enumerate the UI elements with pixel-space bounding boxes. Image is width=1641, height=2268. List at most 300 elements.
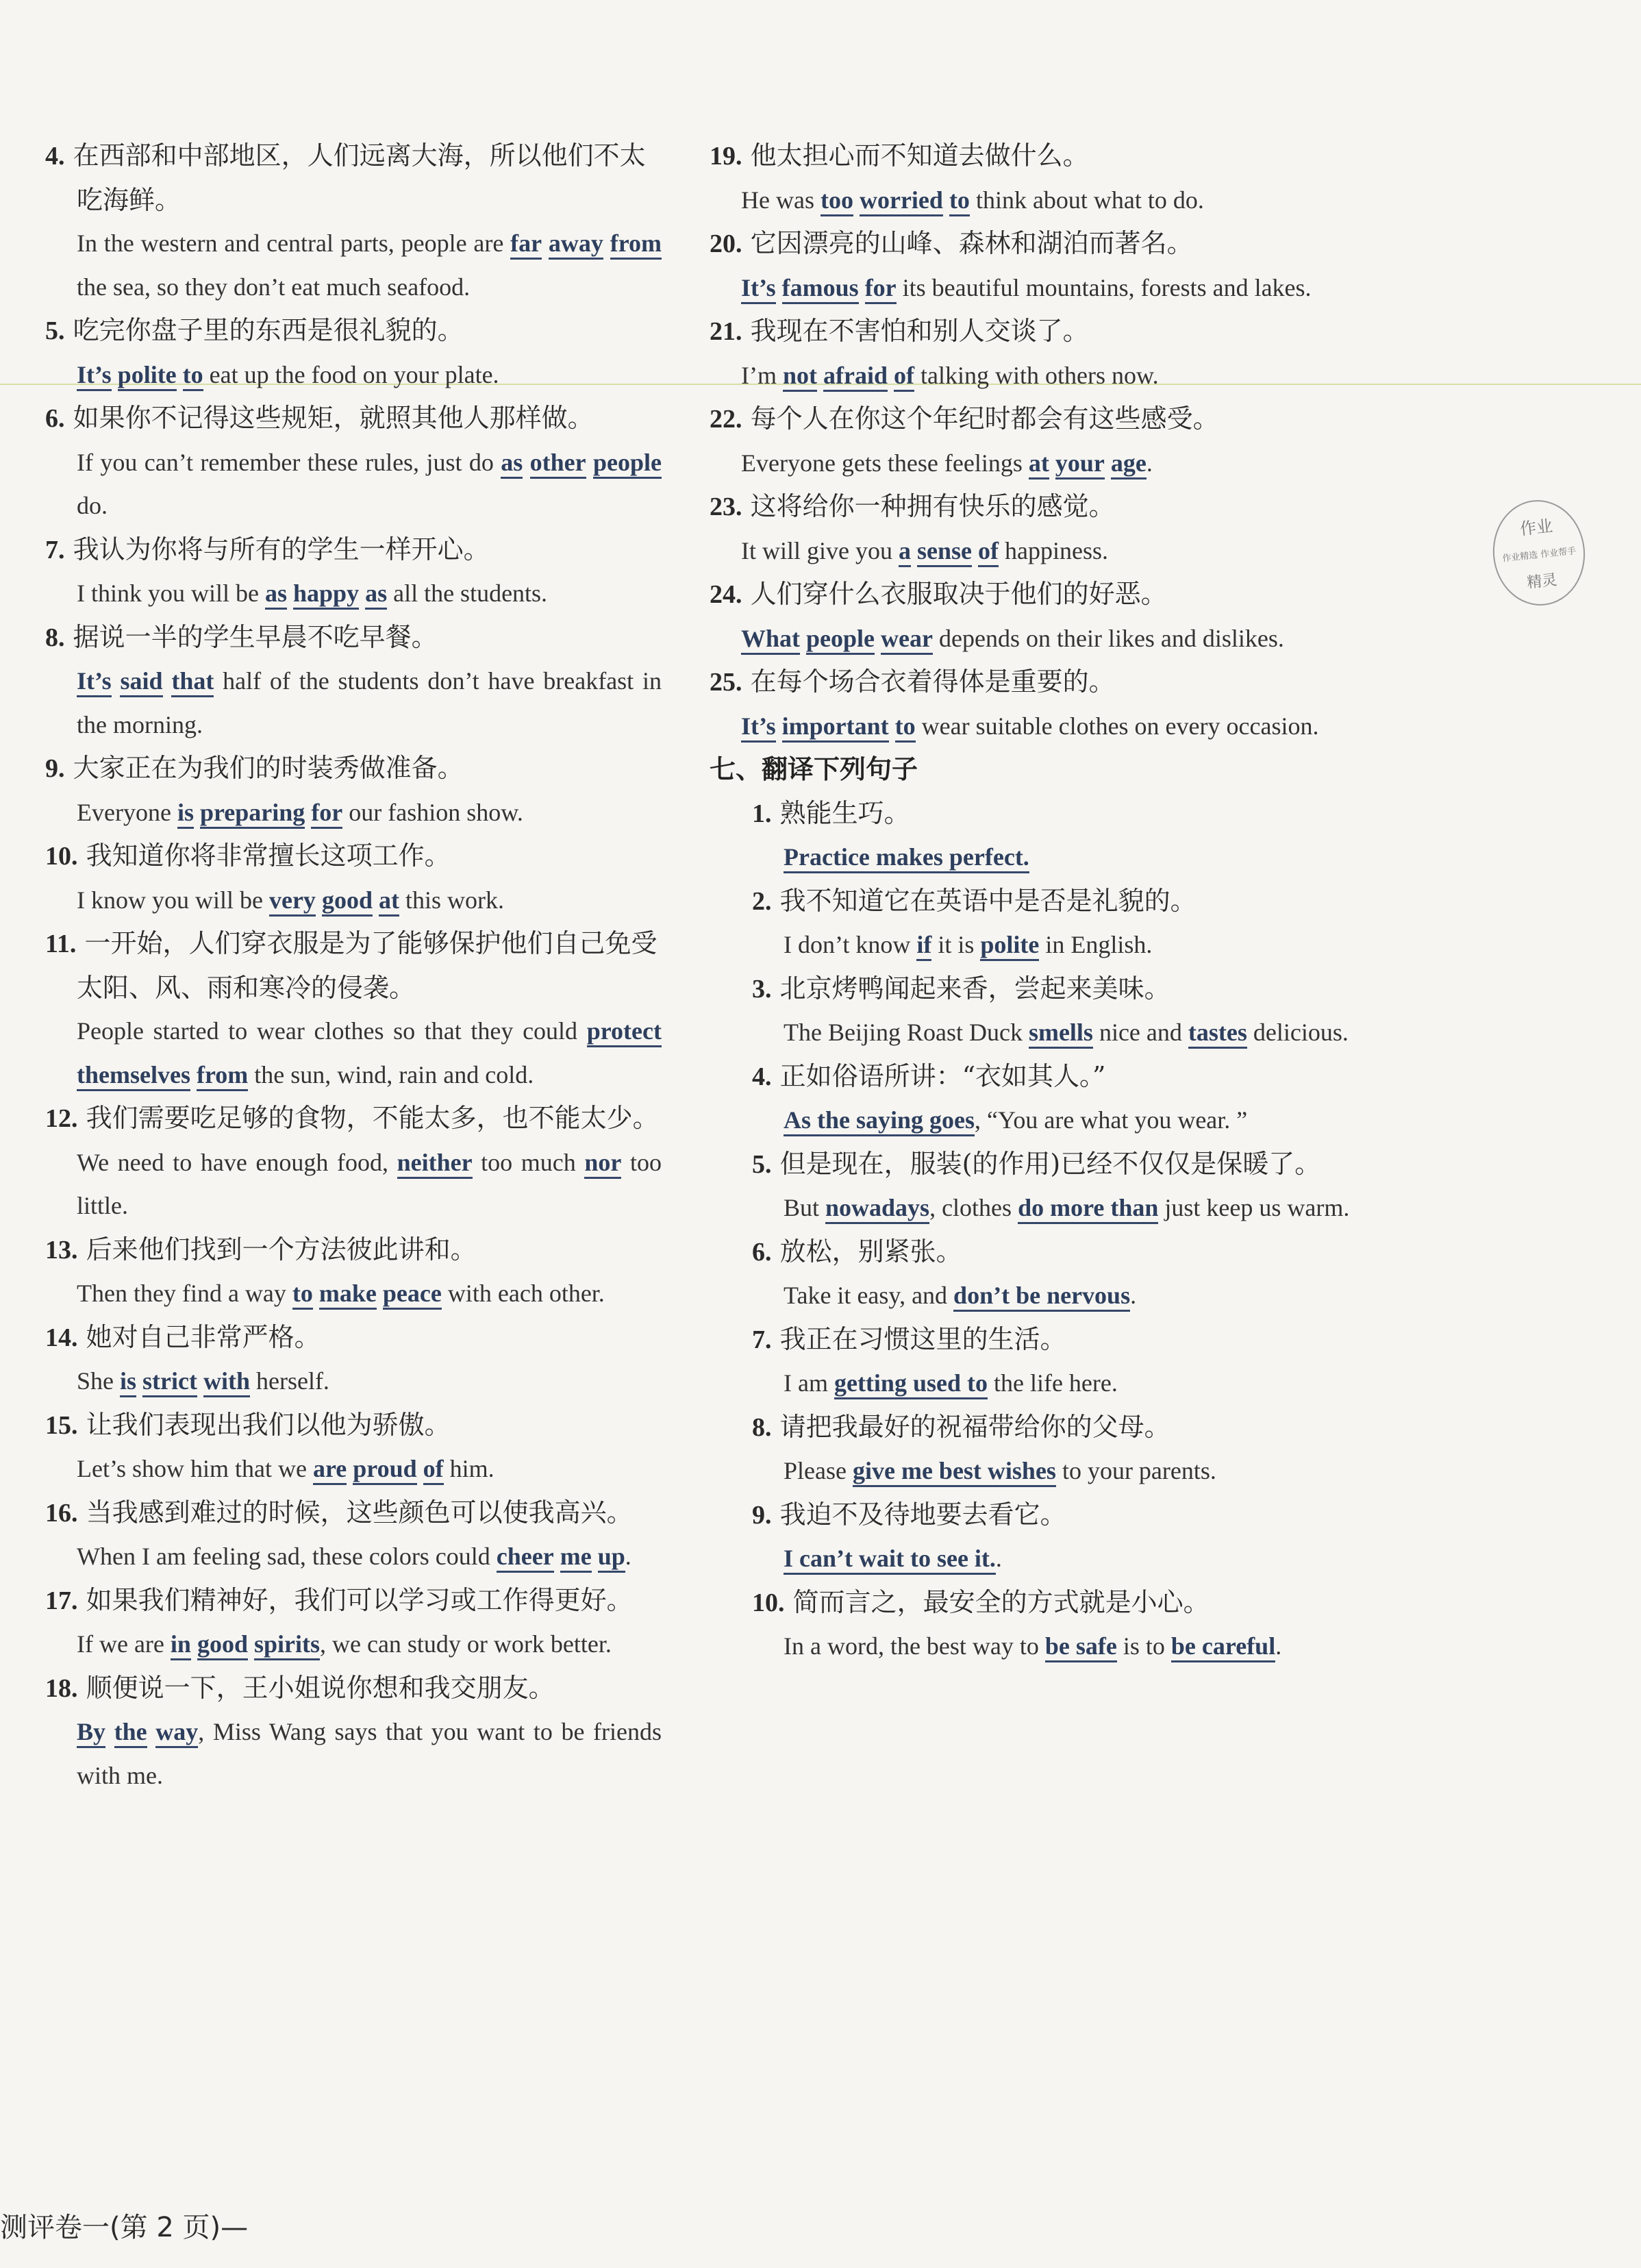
sentence-text: He was [741, 186, 820, 214]
sentence-text: , Miss Wang says that you want to be friends with me. [77, 1718, 662, 1789]
exercise-item [45, 309, 662, 397]
section-heading: 七、翻译下列句子 [710, 754, 918, 784]
sentence-text: delicious. [1247, 1019, 1349, 1046]
english-translation [710, 923, 1367, 967]
sentence-text: in English. [1039, 931, 1153, 958]
item-number: 2. [752, 886, 772, 916]
answer-blank: that [171, 667, 214, 697]
sentence-text [197, 1367, 203, 1395]
sentence-text: all the students. [387, 580, 548, 607]
english-translation [45, 1360, 662, 1404]
answer-blank: It’s [77, 361, 112, 391]
english-translation [710, 1274, 1367, 1318]
sentence-text: nice and [1092, 1019, 1188, 1046]
item-number: 22. [710, 405, 742, 434]
answer-blank: It’s [741, 274, 776, 304]
sentence-text: the life here. [987, 1369, 1118, 1397]
answer-blank: from [610, 229, 662, 260]
english-translation [45, 1010, 662, 1097]
exercise-item [710, 134, 1367, 222]
answer-blank: nor [584, 1149, 621, 1179]
chinese-sentence [45, 1316, 662, 1360]
answer-blank: too [820, 186, 853, 216]
sentence-text: , clothes [929, 1194, 1018, 1221]
sentence-text: just keep us warm. [1158, 1194, 1350, 1221]
answer-blank: It’s [77, 667, 112, 697]
answer-blank: up [598, 1543, 625, 1573]
answer-blank: happy [293, 580, 359, 610]
answer-blank: make [319, 1280, 377, 1310]
sentence-text: the sea, so they don’t eat much seafood. [77, 273, 471, 301]
sentence-text: this work. [399, 886, 504, 914]
answer-blank: don’t be nervous [953, 1282, 1130, 1312]
answer-blank: way [155, 1718, 198, 1748]
english-translation [45, 222, 662, 309]
item-number: 9. [752, 1500, 772, 1530]
item-number: 4. [752, 1062, 772, 1091]
answer-blank: the [114, 1718, 147, 1748]
answer-blank: neither [397, 1149, 473, 1179]
sentence-text: . [1146, 449, 1153, 477]
chinese-sentence [710, 660, 1367, 705]
english-translation [710, 1011, 1367, 1055]
exercise-item [710, 397, 1367, 485]
english-translation [710, 1625, 1367, 1669]
answer-blank: as [365, 580, 387, 610]
english-translation [45, 1272, 662, 1316]
sentence-text [190, 1061, 197, 1088]
answer-blank: to [949, 186, 970, 216]
sentence-text [603, 229, 610, 257]
chinese-sentence [45, 747, 662, 791]
exercise-item [710, 792, 1367, 880]
answer-blank: to [895, 712, 916, 743]
chinese-sentence [710, 1318, 1367, 1362]
sentence-text [542, 229, 549, 257]
answer-blank: to [183, 361, 203, 391]
sentence-text: happiness. [998, 536, 1108, 564]
answer-blank: for [865, 274, 897, 304]
sentence-text: . [995, 1545, 1002, 1572]
answer-blank: are [313, 1455, 347, 1485]
sentence-text [313, 1280, 319, 1307]
item-number: 7. [45, 535, 65, 564]
sentence-text: do. [77, 492, 108, 519]
english-translation [45, 572, 662, 616]
exercise-item [710, 485, 1367, 573]
sentence-text: Then they find a way [77, 1280, 292, 1307]
sentence-text [523, 449, 529, 476]
chinese-sentence [710, 1143, 1367, 1187]
sentence-text [943, 186, 949, 214]
answer-blank: preparing [200, 799, 305, 829]
left-column [45, 134, 662, 1797]
exercise-item [710, 1230, 1367, 1318]
answer-blank: good [197, 1630, 248, 1660]
chinese-text: 熟能生巧。 [779, 797, 910, 828]
answer-blank: of [894, 362, 914, 392]
chinese-text: 顺便说一下，王小姐说你想和我交朋友。 [86, 1672, 555, 1703]
answer-blank: wear [881, 625, 933, 655]
chinese-text: 他太担心而不知道去做什么。 [750, 140, 1089, 171]
sentence-text [136, 1367, 142, 1395]
answer-blank: protect [587, 1017, 662, 1047]
english-translation [45, 1141, 662, 1228]
exercise-item [710, 1055, 1367, 1143]
sentence-text: People started to wear clothes so that they could [77, 1017, 587, 1045]
sentence-text [888, 362, 894, 389]
sentence-text: talking with others now. [914, 361, 1159, 389]
sentence-text: I’m [741, 361, 783, 389]
chinese-sentence [710, 792, 1367, 836]
sentence-text [194, 799, 200, 826]
chinese-text: 每个人在你这个年纪时都会有这些感受。 [750, 403, 1219, 434]
item-number: 12. [45, 1104, 78, 1133]
item-number: 23. [710, 493, 742, 521]
exercise-item [710, 967, 1367, 1055]
english-translation [710, 617, 1367, 661]
exercise-item [710, 880, 1367, 967]
sentence-text: In a word, the best way to [784, 1632, 1045, 1660]
chinese-text: 我们需要吃足够的食物，不能太多，也不能太少。 [86, 1103, 659, 1133]
chinese-text: 我认为你将与所有的学生一样开心。 [73, 534, 490, 564]
sentence-text [112, 667, 121, 695]
chinese-text: 当我感到难过的时候，这些颜色可以使我高兴。 [86, 1497, 633, 1528]
chinese-text: 一开始，人们穿衣服是为了能够保护他们自己免受太阳、风、雨和寒冷的侵袭。 [77, 928, 657, 1003]
chinese-sentence [710, 1493, 1367, 1538]
answer-blank: a [899, 537, 911, 567]
english-translation [45, 879, 662, 923]
sentence-text: Everyone gets these feelings [741, 449, 1029, 477]
answer-blank: proud [353, 1455, 416, 1485]
answer-blank: strict [142, 1367, 197, 1397]
sentence-text [817, 362, 823, 389]
exercise-item [45, 616, 662, 747]
exercise-item [45, 747, 662, 834]
english-translation [710, 705, 1367, 749]
chinese-text: 北京烤鸭闻起来香，尝起来美味。 [779, 973, 1170, 1004]
english-translation [710, 1362, 1367, 1406]
item-number: 7. [752, 1325, 772, 1354]
stamp-seal [1488, 495, 1590, 610]
exercise-item [710, 573, 1367, 660]
answer-blank: if [916, 931, 931, 961]
item-number: 6. [752, 1237, 772, 1267]
sentence-text [1049, 449, 1055, 477]
chinese-sentence [710, 485, 1367, 529]
sentence-text [373, 886, 379, 914]
chinese-sentence [710, 397, 1367, 442]
exercise-item [710, 310, 1367, 397]
exercise-item [710, 1143, 1367, 1230]
sentence-text: If you can’t remember these rules, just do [77, 448, 501, 476]
answer-blank: important [782, 712, 889, 743]
answer-blank: as [265, 580, 287, 610]
chinese-sentence [45, 134, 662, 222]
page-footer: 测评卷一(第 2 页)— [0, 2212, 249, 2243]
answer-blank: cheer [497, 1543, 554, 1573]
english-translation [45, 1623, 662, 1667]
item-number: 9. [45, 754, 65, 783]
english-translation [45, 660, 662, 747]
item-number: 1. [752, 799, 772, 828]
chinese-sentence [710, 967, 1367, 1012]
answer-blank: do more than [1018, 1194, 1158, 1224]
exercise-item [710, 1581, 1367, 1669]
chinese-sentence [45, 397, 662, 441]
item-number: 20. [710, 229, 742, 258]
sentence-text: the sun, wind, rain and cold. [248, 1060, 534, 1088]
stamp-line-3: 精灵 [1526, 571, 1558, 592]
sentence-text: If we are [77, 1630, 171, 1658]
answer-blank: By [77, 1718, 105, 1748]
chinese-text: 它因漂亮的山峰、森林和湖泊而著名。 [750, 228, 1193, 258]
sentence-text [163, 667, 172, 695]
answer-blank: famous [782, 274, 859, 304]
answer-blank: sense [917, 537, 972, 567]
sentence-text [316, 886, 322, 914]
english-translation [45, 791, 662, 835]
item-number: 10. [752, 1588, 785, 1617]
item-number: 16. [45, 1498, 78, 1528]
answer-blank: to [292, 1280, 313, 1310]
chinese-text: 在每个场合衣着得体是重要的。 [750, 666, 1115, 697]
exercise-item [45, 1579, 662, 1667]
sentence-text [147, 1718, 156, 1745]
item-number: 25. [710, 668, 742, 697]
chinese-sentence [710, 880, 1367, 924]
sentence-text: half of the students don’t have breakfast in the morning. [77, 667, 662, 738]
exercise-item [45, 528, 662, 616]
sentence-text: depends on their likes and dislikes. [933, 624, 1284, 652]
answer-blank: your [1055, 449, 1105, 479]
item-number: 15. [45, 1410, 78, 1440]
answer-blank: very [269, 886, 316, 917]
stamp-line-2: 作业精选 作业帮手 [1501, 546, 1577, 564]
sentence-text [1105, 449, 1111, 477]
sentence-text [853, 186, 860, 214]
sentence-text [972, 537, 978, 564]
english-translation [710, 266, 1367, 310]
item-number: 3. [752, 974, 772, 1004]
sentence-text [800, 625, 806, 652]
sentence-text [911, 537, 917, 564]
chinese-sentence [45, 1579, 662, 1623]
english-translation [710, 529, 1367, 573]
chinese-sentence [45, 834, 662, 879]
chinese-text: 如果你不记得这些规矩，就照其他人那样做。 [73, 403, 594, 433]
answer-blank: tastes [1188, 1019, 1247, 1049]
sentence-text: Everyone [77, 798, 177, 826]
chinese-sentence [45, 309, 662, 353]
chinese-text: 她对自己非常严格。 [86, 1321, 321, 1352]
sentence-text: too little. [77, 1148, 662, 1219]
stamp-line-1: 作业 [1518, 516, 1554, 539]
section-7-items [710, 792, 1367, 1669]
chinese-sentence [45, 1097, 662, 1141]
sentence-text: Please [784, 1457, 853, 1484]
chinese-sentence [710, 1581, 1367, 1625]
item-number: 8. [45, 623, 65, 652]
answer-blank: people [593, 449, 662, 479]
answer-blank: said [120, 667, 162, 697]
chinese-sentence [710, 310, 1367, 354]
chinese-sentence [45, 528, 662, 573]
answer-blank: is [177, 799, 194, 829]
sentence-text: I know you will be [77, 886, 269, 914]
answer-blank: peace [383, 1280, 442, 1310]
exercise-item [710, 1406, 1367, 1493]
sentence-text: with each other. [441, 1280, 605, 1307]
sentence-text: I am [784, 1369, 834, 1397]
chinese-sentence [710, 1055, 1367, 1099]
exercise-item [45, 1491, 662, 1579]
exercise-item [45, 1228, 662, 1316]
chinese-text: 吃完你盘子里的东西是很礼貌的。 [73, 315, 464, 345]
english-translation [710, 1537, 1367, 1581]
english-translation [45, 441, 662, 528]
chinese-text: 这将给你一种拥有快乐的感觉。 [750, 491, 1115, 521]
answer-blank: Practice makes perfect. [784, 843, 1029, 873]
answer-blank: other [530, 449, 586, 479]
sentence-text [889, 712, 895, 740]
sentence-text: But [784, 1194, 826, 1221]
sentence-text: It will give you [741, 536, 899, 564]
answer-blank: I can’t wait to see it. [784, 1545, 996, 1575]
chinese-sentence [45, 1491, 662, 1536]
exercise-item [45, 834, 662, 922]
sentence-text: our fashion show. [342, 798, 523, 826]
answer-blank: me [560, 1543, 592, 1573]
english-translation [710, 836, 1367, 880]
answer-blank: themselves [77, 1061, 190, 1091]
chinese-text: 据说一半的学生早晨不吃早餐。 [73, 621, 438, 652]
sentence-text: , “You are what you wear. ” [975, 1106, 1248, 1134]
sentence-text: I think you will be [77, 580, 265, 607]
answer-blank: with [203, 1367, 250, 1397]
sentence-text [586, 449, 593, 476]
sentence-text [554, 1543, 560, 1570]
sentence-text [592, 1543, 598, 1570]
chinese-text: 放松，别紧张。 [779, 1236, 962, 1267]
english-translation [710, 1449, 1367, 1493]
sentence-text [112, 361, 118, 388]
chinese-text: 后来他们找到一个方法彼此讲和。 [86, 1234, 477, 1264]
answer-blank: be careful [1171, 1632, 1275, 1662]
exercise-item [45, 1404, 662, 1491]
answer-blank: not [783, 362, 817, 392]
sentence-text: too much [472, 1148, 585, 1176]
sentence-text [248, 1630, 254, 1658]
answer-blank: It’s [741, 712, 776, 743]
exercise-item [45, 922, 662, 1097]
answer-blank: What [741, 625, 800, 655]
item-number: 4. [45, 142, 65, 171]
answer-blank: spirits [254, 1630, 320, 1660]
answer-blank: as [501, 449, 523, 479]
sentence-text: . [1275, 1632, 1282, 1660]
exercise-item [710, 1493, 1367, 1581]
sentence-text: think about what to do. [969, 186, 1204, 214]
chinese-sentence [710, 1406, 1367, 1450]
chinese-text: 请把我最好的祝福带给你的父母。 [779, 1411, 1170, 1442]
chinese-sentence [45, 616, 662, 660]
sentence-text [105, 1718, 114, 1745]
answer-blank: at [1029, 449, 1049, 479]
sentence-text [305, 799, 311, 826]
item-number: 24. [710, 580, 742, 609]
chinese-text: 我不知道它在英语中是否是礼貌的。 [779, 885, 1197, 916]
sentence-text [347, 1455, 353, 1482]
sentence-text [776, 712, 782, 740]
item-number: 13. [45, 1235, 78, 1264]
answer-blank: age [1111, 449, 1147, 479]
chinese-text: 我现在不害怕和别人交谈了。 [750, 316, 1089, 346]
chinese-sentence [45, 922, 662, 1010]
sentence-text: is to [1116, 1632, 1171, 1660]
item-number: 11. [45, 930, 77, 958]
answer-blank: from [197, 1061, 248, 1091]
item-number: 21. [710, 317, 742, 346]
exercise-item [45, 1316, 662, 1404]
english-translation [45, 1447, 662, 1491]
answer-blank: As the saying goes [784, 1106, 975, 1136]
chinese-text: 人们穿什么衣服取决于他们的好恶。 [750, 579, 1167, 609]
english-translation [45, 1710, 662, 1797]
english-translation [710, 1186, 1367, 1230]
item-number: 19. [710, 142, 742, 171]
answer-blank: at [379, 886, 399, 917]
sentence-text: him. [443, 1455, 494, 1482]
answer-blank: away [549, 229, 603, 260]
answer-blank: of [423, 1455, 444, 1485]
english-translation [710, 1099, 1367, 1143]
sentence-text: eat up the food on your plate. [203, 360, 499, 388]
sentence-text [287, 580, 293, 607]
chinese-sentence [710, 134, 1367, 179]
sentence-text: herself. [249, 1367, 329, 1395]
item-number: 8. [752, 1412, 772, 1442]
chinese-text: 大家正在为我们的时装秀做准备。 [73, 753, 464, 783]
english-translation [710, 442, 1367, 486]
chinese-sentence [45, 1404, 662, 1448]
answer-blank: give me best wishes [853, 1457, 1056, 1487]
sentence-text: Take it easy, and [784, 1282, 954, 1309]
exercise-item [710, 1318, 1367, 1406]
english-translation [45, 1535, 662, 1579]
sentence-text [177, 361, 183, 388]
sentence-text: In the western and central parts, people are [77, 229, 511, 257]
item-number: 10. [45, 842, 78, 871]
answer-blank: in [171, 1630, 191, 1660]
chinese-text: 在西部和中部地区，人们远离大海，所以他们不太吃海鲜。 [73, 140, 646, 215]
answer-blank: afraid [823, 362, 888, 392]
sentence-text: We need to have enough food, [77, 1148, 397, 1176]
answer-blank: polite [118, 361, 177, 391]
answer-blank: be safe [1045, 1632, 1117, 1662]
chinese-text: 我正在习惯这里的生活。 [779, 1323, 1066, 1354]
exercise-item [45, 397, 662, 528]
answer-blank: polite [980, 931, 1039, 961]
answer-blank: good [322, 886, 373, 917]
exercise-item [45, 1667, 662, 1798]
answer-blank: smells [1029, 1019, 1093, 1049]
item-number: 5. [45, 316, 65, 345]
exercise-item [710, 660, 1367, 748]
sentence-text: Let’s show him that we [77, 1455, 313, 1482]
chinese-sentence [45, 1228, 662, 1273]
sentence-text: wear suitable clothes on every occasion. [915, 712, 1319, 740]
